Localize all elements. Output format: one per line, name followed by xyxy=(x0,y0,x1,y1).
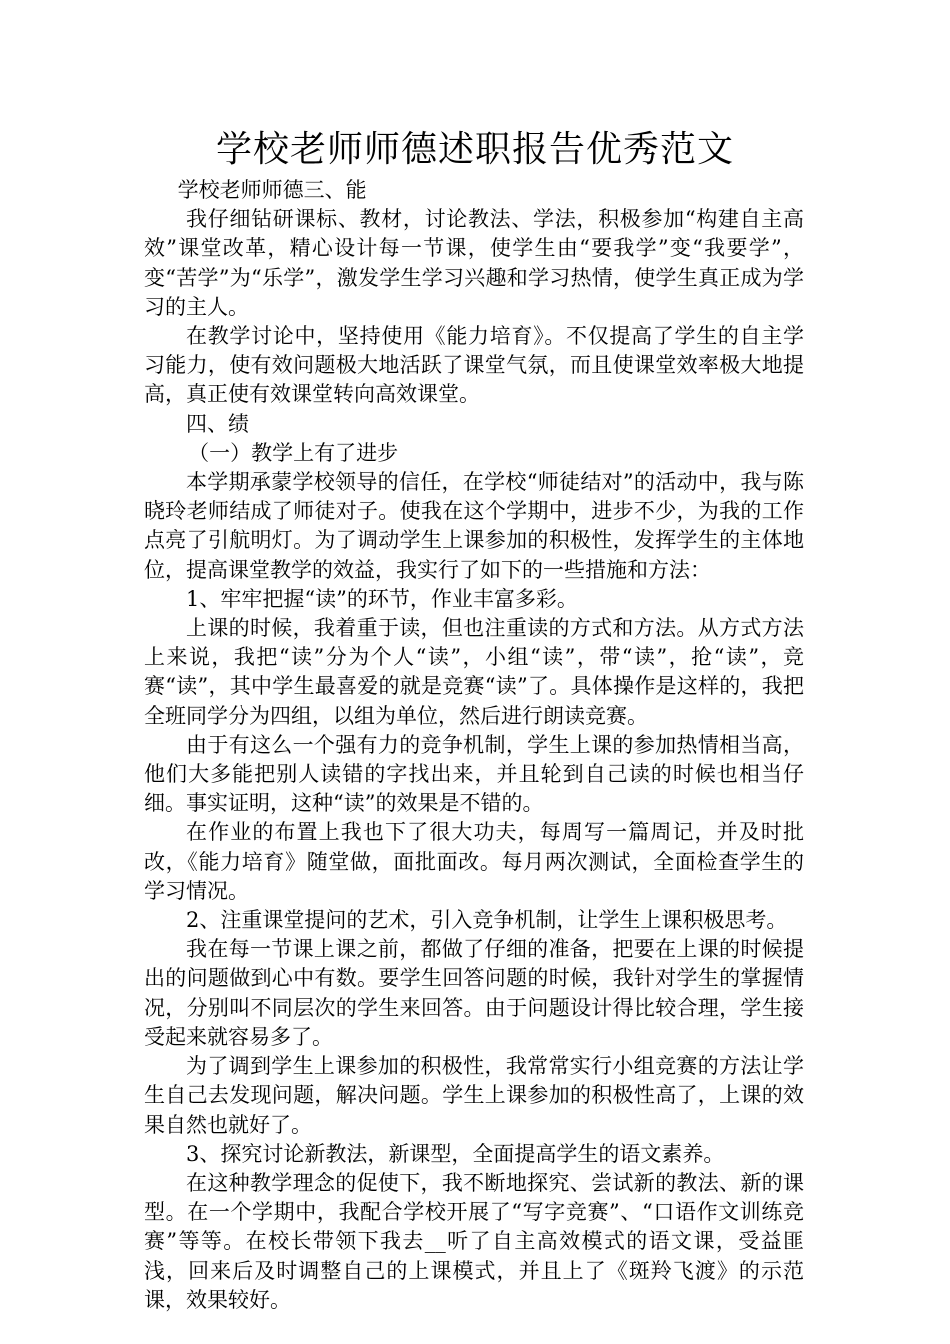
paragraph: 由于有这么一个强有力的竞争机制，学生上课的参加热情相当高，他们大多能把别人读错的字找出来，并且轮到自己读的时候也相当仔细。事实证明，这种“读”的效果是不错的。 xyxy=(144,732,804,816)
document-body xyxy=(144,176,804,1315)
paragraph: 学校老师师德三、能 xyxy=(177,178,367,202)
document-title: 学校老师师德述职报告优秀范文 xyxy=(215,129,734,170)
paragraph: 本学期承蒙学校领导的信任，在学校“师徒结对”的活动中，我与陈晓玲老师结成了师徒对子。使我在这个学期中，进步不少，为我的工作点亮了引航明灯。为了调动学生上课参加的积极性，发挥学生的主体地位，提高课堂教学的效益，我实行了如下的一些措施和方法： xyxy=(144,470,804,582)
paragraph: 2、注重课堂提问的艺术，引入竞争机制，让学生上课积极思考。 xyxy=(186,908,788,933)
paragraph: 在教学讨论中，坚持使用《能力培育》。不仅提高了学生的自主学习能力，使有效问题极大地活跃了课堂气氛，而且使课堂效率极大地提高，真正使有效课堂转向高效课堂。 xyxy=(144,324,804,407)
paragraph: 我仔细钻研课标、教材，讨论教法、学法，积极参加“构建自主高效”课堂改革，精心设计每一节课，使学生由“要我学”变“我要学”，变“苦学”为“乐学”，激发学生学习兴趣和学习热情，使学生真正成为学习的主人。 xyxy=(144,207,804,319)
paragraph: 我在每一节课上课之前，都做了仔细的准备，把要在上课的时候提出的问题做到心中有数。要学生回答问题的时候，我针对学生的掌握情况，分别叫不同层次的学生来回答。由于问题设计得比较合理，学生接受起来就容易多了。 xyxy=(144,937,804,1049)
paragraph: 四、绩 xyxy=(186,411,249,436)
paragraph: 上课的时候，我着重于读，但也注重读的方式和方法。从方式方法上来说，我把“读”分为个人“读”，小组“读”，带“读”，抢“读”，竞赛“读”，其中学生最喜爱的就是竞赛“读”了。具体操作是这样的，我把全班同学分为四组，以组为单位，然后进行朗读竞赛。 xyxy=(144,616,804,728)
paragraph: 1、牢牢把握“读”的环节，作业丰富多彩。 xyxy=(186,586,578,611)
paragraph: 在这种教学理念的促使下，我不断地探究、尝试新的教法、新的课型。在一个学期中，我配合学校开展了“写字竞赛”、“口语作文训练竞赛”等等。在校长带领下我去__听了自主高效模式的语文课，受益匪浅，回来后及时调整自己的上课模式，并且上了《斑羚飞渡》的示范课，效果较好。 xyxy=(144,1170,804,1312)
paragraph: （一）教学上有了进步 xyxy=(188,440,399,465)
paragraph: 3、探究讨论新教法，新课型，全面提高学生的语文素养。 xyxy=(186,1141,725,1166)
paragraph: 在作业的布置上我也下了很大功夫，每周写一篇周记，并及时批改，《能力培育》随堂做，面批面改。每月两次测试，全面检查学生的学习情况。 xyxy=(144,820,804,903)
paragraph: 为了调到学生上课参加的积极性，我常常实行小组竞赛的方法让学生自己去发现问题，解决问题。学生上课参加的积极性高了，上课的效果自然也就好了。 xyxy=(144,1054,804,1137)
